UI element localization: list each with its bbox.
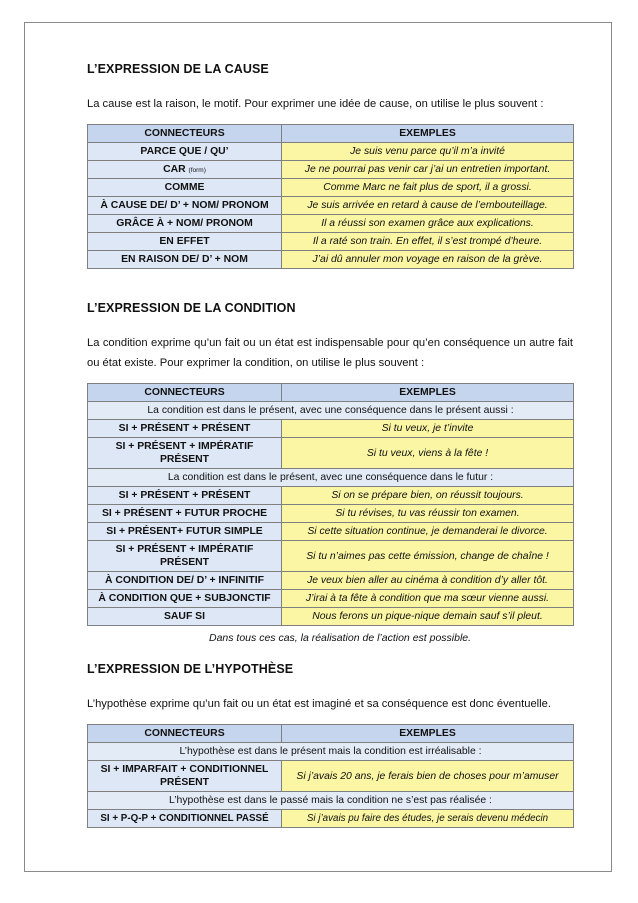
connector-cell: EN EFFET	[88, 233, 282, 251]
table-row	[88, 810, 574, 828]
example-cell: Si j’avais pu faire des études, je serais devenu médecin	[282, 810, 574, 828]
connector-cell: SI + PRÉSENT + IMPÉRATIF PRÉSENT	[88, 438, 282, 469]
table-row	[88, 505, 574, 523]
connector-cell	[88, 161, 282, 179]
example-cell: Il a raté son train. En effet, il s’est trompé d’heure.	[282, 233, 574, 251]
table-row	[88, 161, 574, 179]
example-cell: J’ai dû annuler mon voyage en raison de la grève.	[282, 251, 574, 269]
example-cell: Il a réussi son examen grâce aux explications.	[282, 215, 574, 233]
condition-note: Dans tous ces cas, la réalisation de l’action est possible.	[209, 632, 472, 644]
header-exemples: EXEMPLES	[282, 725, 574, 743]
group-heading: L’hypothèse est dans le présent mais la condition est irréalisable :	[88, 743, 574, 761]
table-header	[88, 125, 574, 143]
header-exemples: EXEMPLES	[282, 125, 574, 143]
connector-cell: À CONDITION DE/ D’ + INFINITIF	[88, 572, 282, 590]
connector-text: CAR	[163, 163, 186, 175]
table-row	[88, 608, 574, 626]
register-tag: (form)	[188, 166, 206, 174]
table-row	[88, 143, 574, 161]
header-connecteurs: CONNECTEURS	[88, 125, 282, 143]
connector-cell: EN RAISON DE/ D’ + NOM	[88, 251, 282, 269]
example-cell: Si tu veux, viens à la fête !	[282, 438, 574, 469]
example-cell: Si tu n’aimes pas cette émission, change de chaîne !	[282, 541, 574, 572]
example-cell: Si tu veux, je t’invite	[282, 420, 574, 438]
table-row	[88, 541, 574, 572]
header-connecteurs: CONNECTEURS	[88, 725, 282, 743]
example-cell: Si cette situation continue, je demanderai le divorce.	[282, 523, 574, 541]
connector-cell: À CONDITION QUE + SUBJONCTIF	[88, 590, 282, 608]
example-cell: Si tu révises, tu vas réussir ton examen.	[282, 505, 574, 523]
table-row	[88, 761, 574, 792]
group-heading: La condition est dans le présent, avec une conséquence dans le présent aussi :	[88, 402, 574, 420]
connector-cell: COMME	[88, 179, 282, 197]
table-row	[88, 590, 574, 608]
connector-cell: SI + PRÉSENT + PRÉSENT	[88, 487, 282, 505]
connector-cell: SI + PRÉSENT + IMPÉRATIF PRÉSENT	[88, 541, 282, 572]
connector-cell: GRÂCE À + NOM/ PRONOM	[88, 215, 282, 233]
connector-cell: SI + P-Q-P + CONDITIONNEL PASSÉ	[88, 810, 282, 828]
table-row	[88, 233, 574, 251]
example-cell: Comme Marc ne fait plus de sport, il a grossi.	[282, 179, 574, 197]
connector-cell: PARCE QUE / QU’	[88, 143, 282, 161]
table-row	[88, 420, 574, 438]
table-row	[88, 438, 574, 469]
table-row	[88, 215, 574, 233]
table-row	[88, 251, 574, 269]
table-header	[88, 725, 574, 743]
connector-cell: SI + IMPARFAIT + CONDITIONNEL PRÉSENT	[88, 761, 282, 792]
example-cell: Nous ferons un pique-nique demain sauf s’il pleut.	[282, 608, 574, 626]
section-title-condition: L’EXPRESSION DE LA CONDITION	[87, 301, 296, 315]
intro-cause: La cause est la raison, le motif. Pour exprimer une idée de cause, on utilise le plus souvent :	[87, 98, 544, 110]
table-cause	[87, 124, 574, 269]
header-exemples: EXEMPLES	[282, 384, 574, 402]
group-heading: L’hypothèse est dans le passé mais la condition ne s’est pas réalisée :	[88, 792, 574, 810]
table-row	[88, 197, 574, 215]
table-row	[88, 572, 574, 590]
connector-cell: SI + PRÉSENT + FUTUR PROCHE	[88, 505, 282, 523]
table-row	[88, 487, 574, 505]
connector-cell: À CAUSE DE/ D’ + NOM/ PRONOM	[88, 197, 282, 215]
table-header	[88, 384, 574, 402]
table-row	[88, 792, 574, 810]
document-content	[87, 62, 573, 828]
example-cell: Je suis arrivée en retard à cause de l’embouteillage.	[282, 197, 574, 215]
example-cell: J’irai à ta fête à condition que ma sœur vienne aussi.	[282, 590, 574, 608]
intro-hypothese: L’hypothèse exprime qu’un fait ou un état est imaginé et sa conséquence est donc éventuelle.	[87, 698, 551, 710]
connector-cell: SI + PRÉSENT + PRÉSENT	[88, 420, 282, 438]
table-row	[88, 743, 574, 761]
example-cell: Je veux bien aller au cinéma à condition d’y aller tôt.	[282, 572, 574, 590]
table-row	[88, 179, 574, 197]
intro-condition: La condition exprime qu’un fait ou un état est indispensable pour qu’en conséquence un autre fait ou état existe. Pour exprimer la condition, on utilise le plus souvent :	[87, 337, 573, 369]
group-heading: La condition est dans le présent, avec une conséquence dans le futur :	[88, 469, 574, 487]
table-row	[88, 402, 574, 420]
connector-cell: SAUF SI	[88, 608, 282, 626]
header-connecteurs: CONNECTEURS	[88, 384, 282, 402]
example-cell: Si on se prépare bien, on réussit toujours.	[282, 487, 574, 505]
table-row	[88, 523, 574, 541]
table-hypothese	[87, 724, 574, 828]
example-cell: Je suis venu parce qu’il m’a invité	[282, 143, 574, 161]
table-row	[88, 469, 574, 487]
section-title-hypothese: L’EXPRESSION DE L’HYPOTHÈSE	[87, 662, 294, 676]
example-cell: Je ne pourrai pas venir car j’ai un entretien important.	[282, 161, 574, 179]
section-title-cause: L’EXPRESSION DE LA CAUSE	[87, 62, 269, 76]
table-condition	[87, 383, 574, 626]
connector-cell: SI + PRÉSENT+ FUTUR SIMPLE	[88, 523, 282, 541]
example-cell: Si j’avais 20 ans, je ferais bien de choses pour m’amuser	[282, 761, 574, 792]
